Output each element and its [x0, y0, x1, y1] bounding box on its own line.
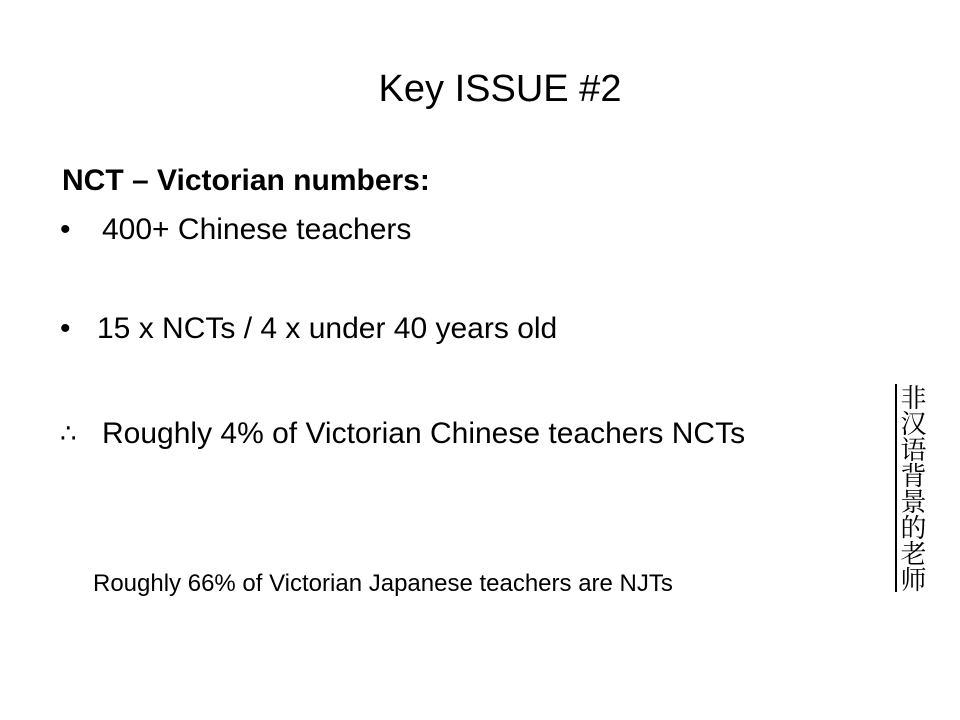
therefore-marker: ∴	[60, 419, 77, 449]
bullet-text: 400+ Chinese teachers	[102, 213, 412, 246]
vertical-chinese-label: 非汉语背景的老师	[896, 384, 926, 592]
bullet-marker: •	[60, 213, 71, 246]
bullet-marker: •	[60, 312, 71, 345]
slide-title: Key ISSUE #2	[378, 68, 622, 110]
bullet-text: 15 x NCTs / 4 x under 40 years old	[97, 312, 558, 345]
comparison-note: Roughly 66% of Victorian Japanese teachers are NJTs	[93, 570, 673, 597]
subheading: NCT – Victorian numbers:	[62, 164, 430, 197]
bullet-text: Roughly 4% of Victorian Chinese teachers NCTs	[102, 417, 746, 450]
